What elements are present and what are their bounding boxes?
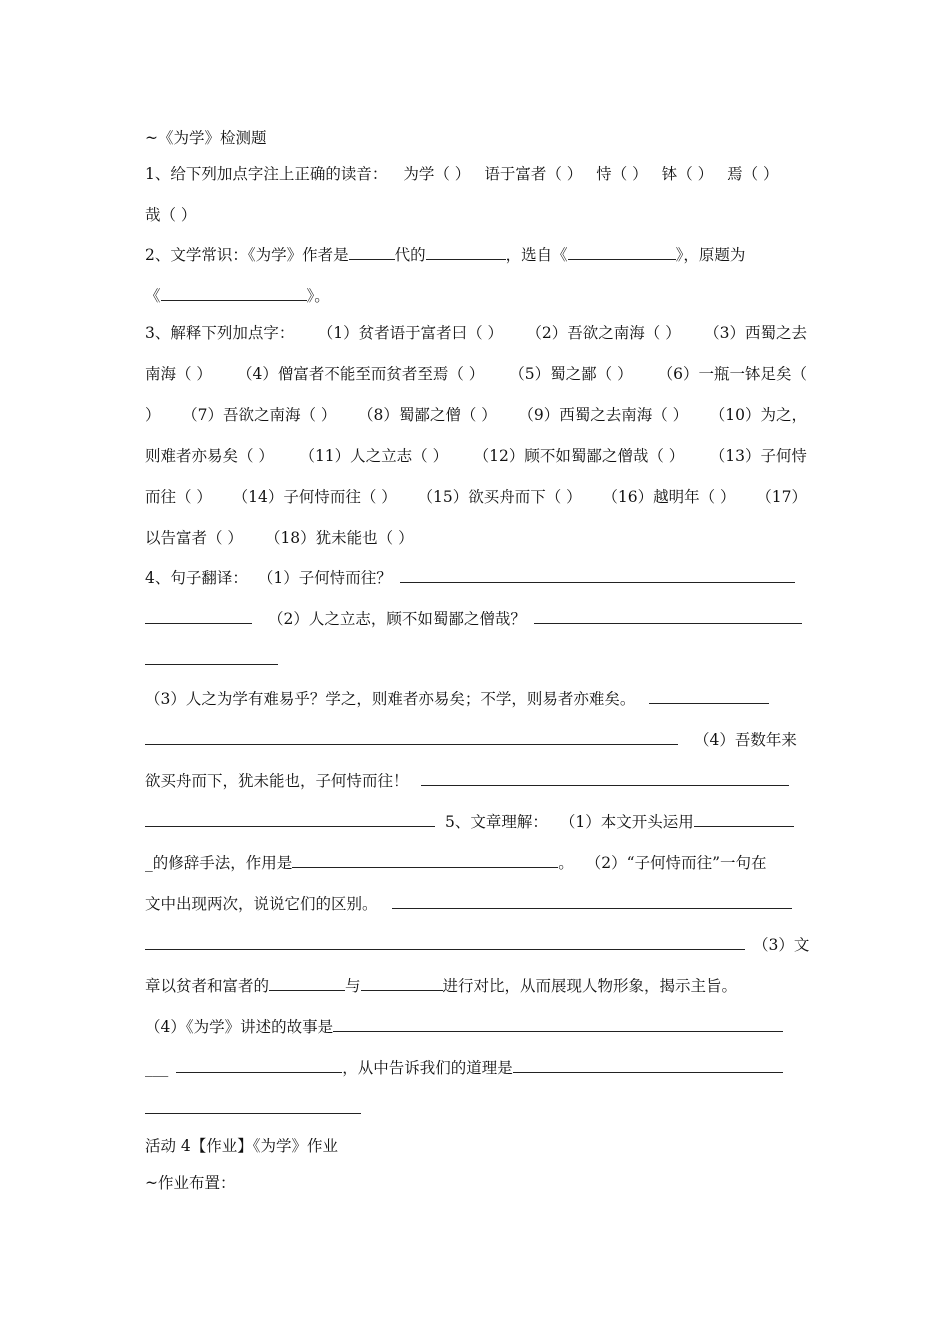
question-3-line-6 xyxy=(145,527,807,549)
answer-blank[interactable] xyxy=(568,245,676,260)
question-5-line-2 xyxy=(145,852,807,874)
q4-sentence: （4）吾数年来 xyxy=(694,731,797,749)
answer-blank[interactable] xyxy=(161,286,307,301)
answer-blank[interactable] xyxy=(649,689,769,704)
answer-blank[interactable] xyxy=(333,1017,783,1032)
q5-text: 文中出现两次，说说它们的区别。 xyxy=(145,895,378,913)
q5-text: （3）文 xyxy=(753,936,810,954)
answer-blank[interactable] xyxy=(349,245,395,260)
answer-blank[interactable] xyxy=(145,730,678,745)
question-2-line-2 xyxy=(145,285,807,307)
q1-item: 恃（ ） xyxy=(596,165,648,183)
q5-text: 进行对比，从而展现人物形象，揭示主旨。 xyxy=(442,977,738,995)
question-4-line-2 xyxy=(145,608,807,630)
q5-text: （1）本文开头运用 xyxy=(559,813,694,831)
question-5-line-4 xyxy=(145,934,810,956)
question-5-line-7 xyxy=(145,1057,807,1079)
answer-blank[interactable] xyxy=(426,245,506,260)
q4-sentence: （2）人之立志，顾不如蜀鄙之僧哉？ xyxy=(268,610,526,628)
question-4-stem: 4、句子翻译： xyxy=(145,569,248,587)
answer-blank[interactable] xyxy=(145,609,252,624)
q3-item: （9）西蜀之去南海（ ） xyxy=(518,406,689,424)
question-1-line-2 xyxy=(145,204,807,226)
q3-item: （2）吾欲之南海（ ） xyxy=(526,324,681,342)
question-5-line-1 xyxy=(145,811,807,833)
q3-item: 而往（ ） xyxy=(145,488,212,506)
q3-item: （12）顾不如蜀鄙之僧哉（ ） xyxy=(473,447,685,465)
q3-item: 则难者亦易矣（ ） xyxy=(145,447,274,465)
q5-text: ___ xyxy=(145,1059,169,1077)
q3-item: 以告富者（ ） xyxy=(145,529,243,547)
title-text: ~《为学》检测题 xyxy=(145,129,267,147)
q3-item: （8）蜀鄙之僧（ ） xyxy=(357,406,497,424)
q5-text: 与 xyxy=(345,977,361,995)
q3-item: （14）子何恃而往（ ） xyxy=(232,488,397,506)
q3-item: （6）一瓶一钵足矣（ xyxy=(657,365,807,383)
q1-item: 焉（ ） xyxy=(727,165,779,183)
q1-item: 为学（ ） xyxy=(403,165,471,183)
answer-blank[interactable] xyxy=(292,853,558,868)
q5-text: （4）《为学》讲述的故事是 xyxy=(145,1018,334,1036)
answer-blank[interactable] xyxy=(421,771,789,786)
q5-text: ，从中告诉我们的道理是 xyxy=(342,1059,513,1077)
q3-item: ） xyxy=(145,406,161,424)
question-3-line-2 xyxy=(145,363,807,385)
homework-title: ~作业布置： xyxy=(145,1174,236,1192)
question-1-line-1 xyxy=(145,163,807,185)
question-4-line-3 xyxy=(145,649,807,671)
q4-sentence: （1）子何恃而往？ xyxy=(257,569,392,587)
q3-item: （11）人之立志（ ） xyxy=(299,447,449,465)
homework-heading xyxy=(145,1172,807,1194)
q3-item: （3）西蜀之去 xyxy=(704,324,807,342)
q2-text: ，选自《 xyxy=(505,246,568,264)
q2-text: 2、文学常识：《为学》作者是 xyxy=(145,246,349,264)
question-3-line-1 xyxy=(145,322,807,344)
question-5-stem: 5、文章理解： xyxy=(445,813,548,831)
q5-text: 。 xyxy=(558,854,574,872)
answer-blank[interactable] xyxy=(145,812,435,827)
question-5-line-5 xyxy=(145,975,807,997)
q4-sentence: 欲买舟而下，犹未能也，子何恃而往！ xyxy=(145,772,409,790)
answer-blank[interactable] xyxy=(145,935,745,950)
q2-text: 代的 xyxy=(394,246,426,264)
activity-heading xyxy=(145,1135,807,1157)
q5-text: （2）“子何恃而往”一句在 xyxy=(585,854,767,872)
q5-text: 章以贫者和富者的 xyxy=(145,977,270,995)
q4-sentence: （3）人之为学有难易乎？学之，则难者亦易矣；不学，则易者亦难矣。 xyxy=(145,690,636,708)
answer-blank[interactable] xyxy=(400,568,795,583)
q3-item: （17） xyxy=(756,488,807,506)
answer-blank[interactable] xyxy=(534,609,802,624)
q3-item: （16）越明年（ ） xyxy=(602,488,736,506)
question-5-line-6 xyxy=(145,1016,807,1038)
question-2-line-1 xyxy=(145,244,807,266)
q2-text: 》，原题为 xyxy=(675,246,746,264)
q3-item: （4）僧富者不能至而贫者至焉（ ） xyxy=(236,365,485,383)
q3-item: （7）吾欲之南海（ ） xyxy=(182,406,337,424)
answer-blank[interactable] xyxy=(392,894,792,909)
answer-blank[interactable] xyxy=(361,976,443,991)
answer-blank[interactable] xyxy=(145,1099,361,1114)
answer-blank[interactable] xyxy=(176,1058,342,1073)
question-4-line-6 xyxy=(145,770,807,792)
answer-blank[interactable] xyxy=(145,650,278,665)
q3-item: （5）蜀之鄙（ ） xyxy=(509,365,633,383)
q3-text: 3、解释下列加点字： xyxy=(145,324,295,342)
q5-text: _的修辞手法，作用是 xyxy=(145,854,293,872)
question-4-line-4 xyxy=(145,688,807,710)
page-title xyxy=(145,127,807,149)
question-3-line-5 xyxy=(145,486,807,508)
q2-text: 》。 xyxy=(306,287,330,305)
q3-item: 南海（ ） xyxy=(145,365,212,383)
q1-item: 钵（ ） xyxy=(661,165,714,183)
answer-blank[interactable] xyxy=(513,1058,783,1073)
question-3-line-4 xyxy=(145,445,807,467)
question-4-line-5 xyxy=(145,729,807,751)
q1-item: 语于富者（ ） xyxy=(484,165,583,183)
q1-item: 哉（ ） xyxy=(145,206,197,224)
answer-blank[interactable] xyxy=(269,976,345,991)
q3-item: （18）犹未能也（ ） xyxy=(264,529,414,547)
question-5-line-8 xyxy=(145,1098,807,1120)
answer-blank[interactable] xyxy=(694,812,794,827)
question-1-stem: 1、给下列加点字注上正确的读音： xyxy=(145,165,388,183)
question-3-line-3 xyxy=(145,404,807,426)
q3-item: （10）为之， xyxy=(709,406,807,424)
q3-item: （1）贫者语于富者曰（ ） xyxy=(317,324,504,342)
q3-item: （13）子何恃 xyxy=(709,447,807,465)
q2-text: 《 xyxy=(145,287,161,305)
question-5-line-3 xyxy=(145,893,807,915)
question-4-line-1 xyxy=(145,567,807,589)
activity-title: 活动 4【作业】《为学》作业 xyxy=(145,1137,339,1155)
q3-item: （15）欲买舟而下（ ） xyxy=(417,488,582,506)
